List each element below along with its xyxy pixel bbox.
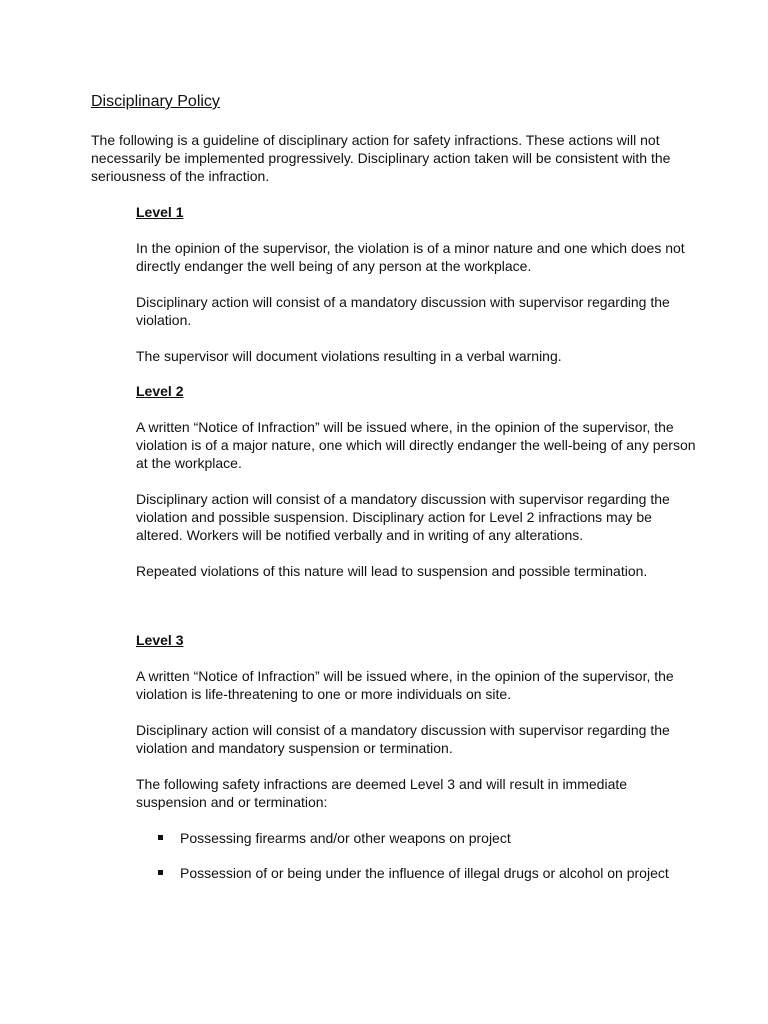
list-item-text: Possessing firearms and/or other weapons on project [180, 830, 511, 846]
level-1-heading: Level 1 [136, 204, 184, 220]
level-2-heading: Level 2 [136, 383, 184, 399]
level-1-paragraph-2: Disciplinary action will consist of a mandatory discussion with supervisor regarding the violation. [136, 294, 670, 328]
level-1-paragraph-1: In the opinion of the supervisor, the violation is of a minor nature and one which does not directly endanger the well being of any person at the workplace. [136, 240, 685, 274]
level-3-heading: Level 3 [136, 632, 184, 648]
list-item [136, 829, 696, 847]
level-3-section [136, 631, 696, 899]
level-3-paragraph-3: The following safety infractions are deemed Level 3 and will result in immediate suspension and or termination: [136, 776, 628, 810]
intro-paragraph: The following is a guideline of disciplinary action for safety infractions. These actions will not necessarily be implemented progressively. Disciplinary action taken will be consistent with the seriousness of the infraction. [91, 132, 671, 184]
level-2-paragraph-3: Repeated violations of this nature will lead to suspension and possible termination. [136, 563, 648, 579]
level-2-paragraph-1: A written “Notice of Infraction” will be issued where, in the opinion of the supervisor, the violation is of a major nature, one which will directly endanger the well-being of any person at the workplace. [136, 419, 696, 471]
level-2-paragraph-2: Disciplinary action will consist of a mandatory discussion with supervisor regarding the violation and possible suspension. Disciplinary action for Level 2 infractions may be altered. Workers will be notified verbally and in writing of any alterations. [136, 491, 670, 543]
list-item [136, 864, 696, 882]
level-2-section [136, 382, 696, 580]
level-3-paragraph-1: A written “Notice of Infraction” will be issued where, in the opinion of the supervisor, the violation is life-threatening to one or more individuals on site. [136, 668, 674, 702]
list-item-text: Possession of or being under the influence of illegal drugs or alcohol on project [180, 865, 669, 881]
level-1-section [136, 203, 696, 365]
level-3-infraction-list [136, 829, 696, 882]
page-title: Disciplinary Policy [91, 93, 220, 110]
bullet-square-icon [158, 870, 163, 875]
bullet-square-icon [158, 835, 163, 840]
level-1-paragraph-3: The supervisor will document violations resulting in a verbal warning. [136, 348, 562, 364]
level-3-paragraph-2: Disciplinary action will consist of a mandatory discussion with supervisor regarding the violation and mandatory suspension or termination. [136, 722, 670, 756]
